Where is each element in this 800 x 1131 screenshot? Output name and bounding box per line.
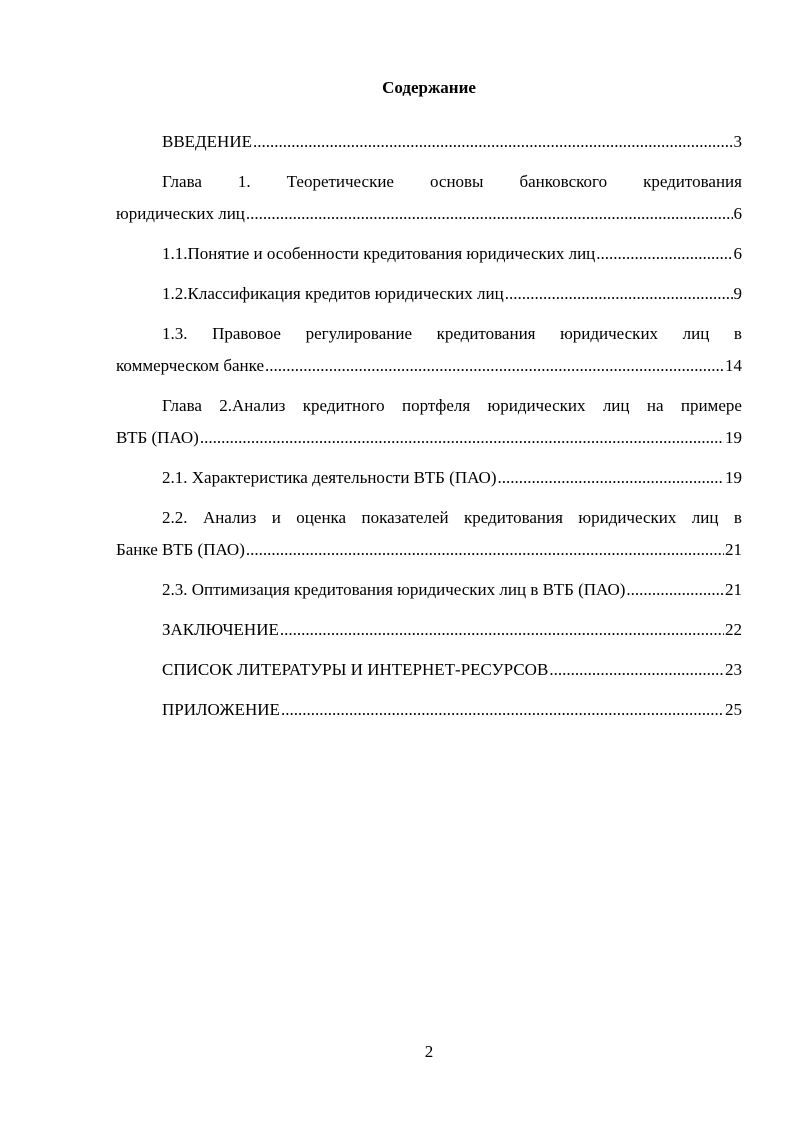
toc-word: показателей [361,508,449,527]
toc-leader-dots [626,578,724,602]
toc-page-number: 9 [733,284,742,303]
toc-word: основы [429,172,484,191]
toc-word: 1.3. [162,324,188,343]
toc-leader-dots [253,130,733,154]
toc-word: 2.2. [162,508,188,527]
toc-word: юридических [560,324,659,343]
toc-page-number: 19 [725,428,742,447]
toc-entry-text: 2.3. Оптимизация кредитования юридических лиц в ВТБ (ПАО) [162,580,626,599]
toc-word: 1. [237,172,251,191]
toc-word: 2.Анализ [219,396,286,415]
toc-page-number: 6 [733,244,742,263]
toc-word: кредитования [643,172,742,191]
toc-entry-chapter-1[interactable] [116,170,742,242]
toc-section-number: 1.1. [162,244,188,263]
toc-entry-text: ВВЕДЕНИЕ [162,132,252,151]
toc-word: кредитного [302,396,385,415]
toc-entry-text: ПРИЛОЖЕНИЕ [162,700,280,719]
table-of-contents [116,130,742,738]
toc-entry-line2: Банке ВТБ (ПАО) [116,540,245,559]
toc-page-number: 23 [725,660,742,679]
toc-page-number: 3 [733,132,742,151]
toc-entry-text: ЗАКЛЮЧЕНИЕ [162,620,279,639]
toc-word: Теоретические [286,172,394,191]
toc-word: в [733,324,742,343]
toc-word: Анализ [202,508,257,527]
toc-entry-line2: юридических лиц [116,204,245,223]
toc-word: примере [680,396,742,415]
toc-page-number: 14 [725,356,742,375]
toc-word: юридических [578,508,677,527]
toc-page-number: 19 [725,468,742,487]
toc-word: на [646,396,664,415]
toc-word: юридических [487,396,586,415]
toc-word: оценка [296,508,347,527]
toc-page-number: 21 [725,580,742,599]
toc-page-number: 21 [725,540,742,559]
toc-entry-line1 [116,506,742,538]
toc-word: лиц [602,396,630,415]
toc-leader-dots [497,466,724,490]
toc-entry-conclusion[interactable] [116,618,742,658]
toc-leader-dots [265,354,724,378]
toc-word: Глава [162,172,202,191]
toc-word: лиц [691,508,719,527]
toc-entry-line2: коммерческом банке [116,356,265,375]
toc-entry-text: 2.1. Характеристика деятельности ВТБ (ПАО) [162,468,497,487]
toc-word: в [733,508,742,527]
toc-entry-references[interactable] [116,658,742,698]
toc-entry-line1 [116,322,742,354]
toc-leader-dots [596,242,732,266]
toc-entry-text: Классификация кредитов юридических лиц [187,284,504,303]
toc-word: Глава [162,396,202,415]
toc-word: регулирование [305,324,413,343]
toc-entry-section-1-1[interactable] [116,242,742,282]
toc-entry-introduction[interactable] [116,130,742,170]
toc-word: лиц [682,324,710,343]
toc-entry-section-2-3[interactable] [116,578,742,618]
toc-entry-section-1-3[interactable] [116,322,742,394]
toc-page-number: 22 [725,620,742,639]
toc-entry-chapter-2[interactable] [116,394,742,466]
toc-entry-text: Понятие и особенности кредитования юридических лиц [187,244,596,263]
toc-entry-line1 [116,394,742,426]
toc-leader-dots [549,658,724,682]
toc-entry-section-2-2[interactable] [116,506,742,578]
toc-entry-section-2-1[interactable] [116,466,742,506]
toc-page-number: 25 [725,700,742,719]
toc-entry-text: СПИСОК ЛИТЕРАТУРЫ И ИНТЕРНЕТ-РЕСУРСОВ [162,660,549,679]
toc-word: и [271,508,281,527]
toc-word: кредитования [436,324,536,343]
toc-leader-dots [246,538,724,562]
toc-page-number: 6 [733,204,742,223]
toc-entry-section-1-2[interactable] [116,282,742,322]
toc-word: портфеля [402,396,471,415]
page-number: 2 [424,1042,434,1061]
toc-word: Правовое [212,324,281,343]
toc-word: кредитования [464,508,563,527]
toc-leader-dots [505,282,733,306]
toc-leader-dots [246,202,733,226]
toc-entry-appendix[interactable] [116,698,742,738]
toc-entry-line2: ВТБ (ПАО) [116,428,199,447]
toc-section-number: 1.2. [162,284,188,303]
toc-leader-dots [280,618,724,642]
toc-entry-line1 [116,170,742,202]
toc-word: банковского [519,172,608,191]
toc-leader-dots [281,698,724,722]
toc-title: Содержание [382,78,476,97]
toc-leader-dots [200,426,724,450]
